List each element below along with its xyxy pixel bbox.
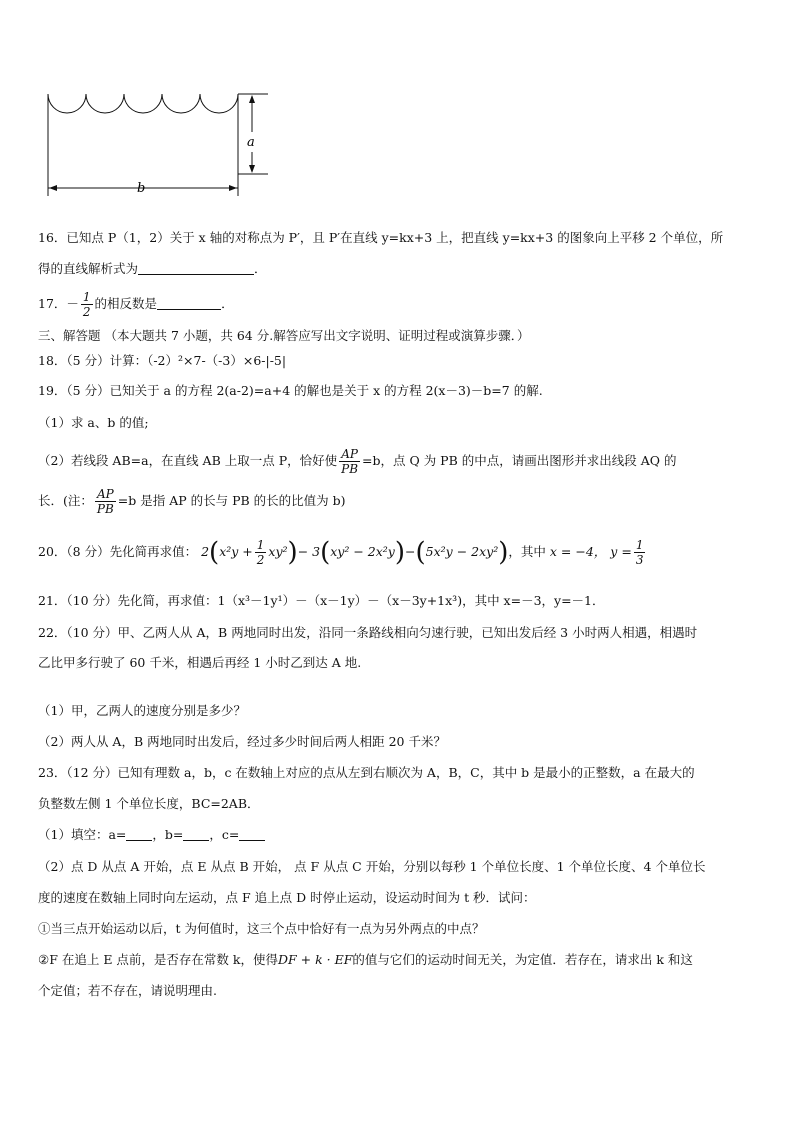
q17-fraction: [81, 290, 93, 319]
q20-half-den: 2: [256, 553, 265, 567]
q23-blank-a[interactable]: [126, 828, 152, 841]
q20-half-fraction: [255, 538, 267, 567]
q20-half-num: 1: [256, 538, 265, 552]
q20-paren3-open: (: [415, 537, 426, 568]
q17-line: [38, 287, 234, 321]
q22-part2: （2）两人从 A，B 两地同时出发后，经过多少时间后两人相距 20 千米？: [38, 734, 446, 749]
q20-y-den: 3: [635, 553, 644, 567]
q23-blank-b[interactable]: [183, 828, 209, 841]
q19-part3: [38, 484, 346, 518]
q17-text: 的相反数是: [94, 296, 158, 311]
q19-note-frac-den: PB: [96, 502, 114, 516]
q23-blank-c[interactable]: [239, 828, 265, 841]
q20-x-value: x = −4，: [549, 544, 607, 559]
q23-fill-b-label: ，b=: [152, 827, 184, 842]
figure-lines: [48, 94, 268, 196]
q22-line1: 22．（10 分）甲、乙两人从 A，B 两地同时出发，沿同一条路线相向匀速行驶，已知出发后经 3 小时两人相遇，相遇时: [38, 625, 698, 640]
q16-end: ．: [254, 261, 267, 276]
q16-line1: 16．已知点 P（1，2）关于 x 轴的对称点为 P′，且 P′在直线 y=kx+3 上，把直线 y=kx+3 的图象向上平移 2 个单位，所: [38, 230, 724, 245]
q23-part2-line1: （2）点 D 从点 A 开始，点 E 从点 B 开始， 点 F 从点 C 开始，分别以每秒 1 个单位长度、1 个单位长度、4 个单位长: [38, 859, 706, 874]
q16-answer-blank[interactable]: [138, 262, 254, 275]
q20-paren3-close: ): [498, 537, 509, 568]
label-b: b: [137, 181, 146, 196]
q22-part1: （1）甲，乙两人的速度分别是多少？: [38, 703, 246, 718]
q17-num: 17．－: [38, 296, 79, 311]
q19-p2-pre: （2）若线段 AB=a，在直线 AB 上取一点 P，恰好使: [38, 453, 338, 468]
q20-term-c: xy²: [268, 544, 288, 559]
q20-coef-2: 2: [201, 544, 210, 559]
label-a: a: [247, 135, 255, 150]
q23-circle2-line2: 个定值；若不存在，请说明理由.: [38, 983, 217, 998]
q23-circle2: [38, 951, 693, 969]
q20-paren-open: (: [209, 537, 220, 568]
q19-part1: （1）求 a、b 的值;: [38, 415, 149, 430]
q20-term-d: − 3: [297, 544, 321, 559]
q17-answer-blank[interactable]: [157, 297, 221, 310]
q18-line: 18．（5 分）计算：（-2）²×7-（-3）×6-|-5|: [38, 353, 287, 368]
q23-fill-in: [38, 826, 265, 844]
q19-ratio-fraction: [339, 447, 360, 476]
q23-line1: 23．（12 分）已知有理数 a，b，c 在数轴上对应的点从左到右顺次为 A，B，C，其中 b 是最小的正整数，a 在最大的: [38, 765, 695, 780]
q17-frac-num: 1: [82, 290, 91, 304]
section-3-heading: 三、解答题 （本大题共 7 小题，共 64 分.解答应写出文字说明、证明过程或演算步骤．）: [38, 328, 530, 343]
q20-paren-close: ): [287, 537, 298, 568]
q20-y-num: 1: [635, 538, 644, 552]
q19-head: 19．（5 分）已知关于 a 的方程 2(a-2)=a+4 的解也是关于 x 的方程 2(x－3)－b=7 的解.: [38, 383, 543, 398]
q19-frac-den: PB: [341, 462, 359, 476]
q20-term-f: −: [405, 544, 416, 559]
q20-y-fraction: [634, 538, 646, 567]
q23-c2-expr: DF + k · EF: [277, 952, 353, 967]
q20-pre: 20．（8 分）先化简再求值：: [38, 544, 198, 559]
q20-expression: [201, 537, 509, 568]
q19-frac-num: AP: [341, 447, 358, 461]
q16-text: 得的直线解析式为: [38, 261, 139, 276]
q23-line2: 负整数左侧 1 个单位长度，BC=2AB．: [38, 796, 260, 811]
q20-line: [38, 534, 647, 570]
q19-p3-post: =b 是指 AP 的长与 PB 的长的比值为 b): [117, 493, 346, 508]
q22-line2: 乙比甲多行驶了 60 千米，相遇后再经 1 小时乙到达 A 地.: [38, 655, 362, 670]
q17-frac-den: 2: [82, 305, 91, 319]
q20-paren2-open: (: [320, 537, 331, 568]
q20-mid: ，其中: [508, 544, 546, 559]
q23-fill-a-label: （1）填空：a=: [38, 827, 127, 842]
q19-part2: [38, 444, 676, 478]
q19-note-frac-num: AP: [96, 487, 114, 501]
q21-line: 21．（10 分）先化简，再求值：1（x³－1y¹）－（x－1y）－（x－3y+1x³)，其中 x=－3，y=－1．: [38, 593, 605, 608]
arched-rectangle-figure: [40, 86, 280, 198]
q23-part2-line2: 度的速度在数轴上同时向左运动，点 F 追上点 D 时停止运动，设运动时间为 t 秒．试问：: [38, 890, 536, 905]
q20-term-e: xy² − 2x²y: [330, 544, 395, 559]
q20-term-b: x²y +: [219, 544, 253, 559]
q16-line2: [38, 260, 267, 278]
q17-end: ．: [221, 296, 234, 311]
q23-circle1: ①当三点开始运动以后，t 为何值时，这三个点中恰好有一点为另外两点的中点？: [38, 921, 485, 936]
q23-fill-c-label: ，c=: [209, 827, 240, 842]
q19-note-fraction: [95, 487, 116, 516]
q20-paren2-close: ): [394, 537, 406, 568]
q23-c2-post: 的值与它们的运动时间无关，为定值．若存在，请求出 k 和这: [352, 952, 693, 967]
q19-p2-post: =b，点 Q 为 PB 的中点，请画出图形并求出线段 AQ 的: [362, 453, 677, 468]
q20-y-pre: y =: [610, 544, 632, 559]
q23-c2-pre: ②F 在追上 E 点前，是否存在常数 k，使得: [38, 952, 278, 967]
q19-p3-pre: 长．(注：: [38, 493, 93, 508]
q20-term-g: 5x²y − 2xy²: [425, 544, 499, 559]
arrowheads: [49, 95, 255, 191]
